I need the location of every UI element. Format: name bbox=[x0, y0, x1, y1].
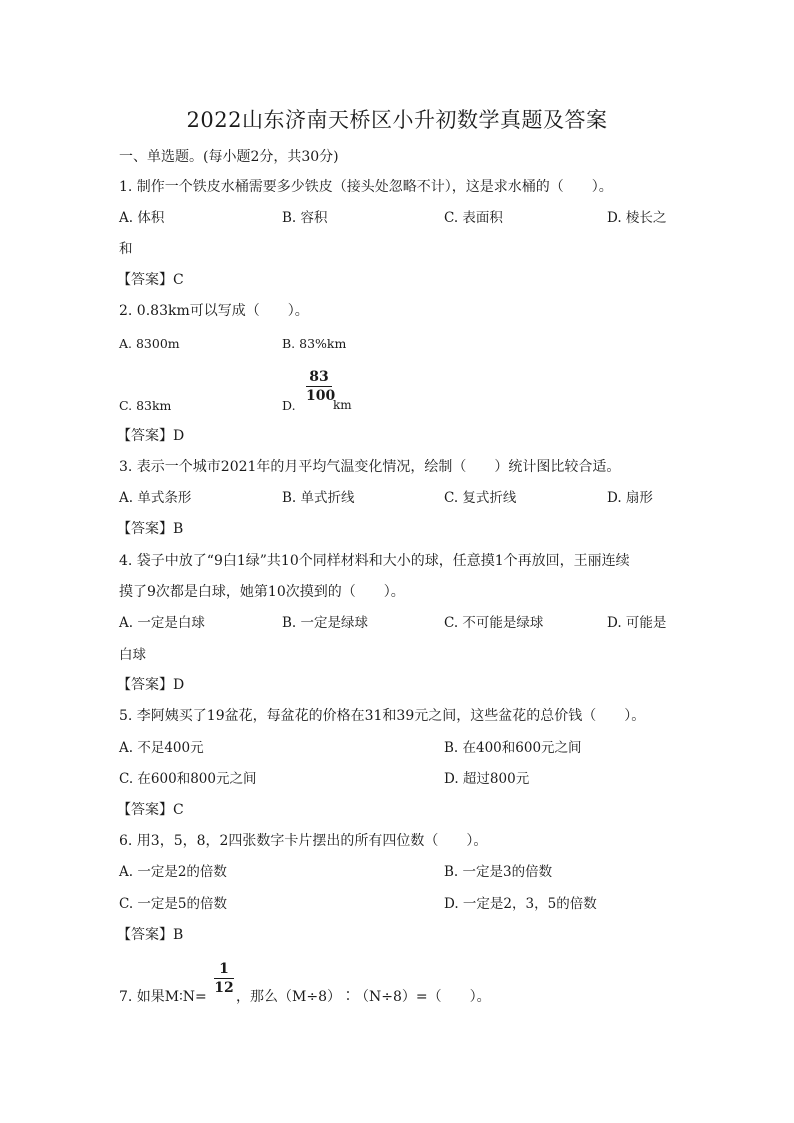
question-4-option-a: A. 一定是白球 bbox=[119, 615, 205, 631]
section-header: 一、单选题。(每小题2分，共30分) bbox=[119, 149, 339, 165]
question-4-option-b: B. 一定是绿球 bbox=[282, 615, 369, 631]
question-2-answer: 【答案】D bbox=[117, 428, 185, 444]
question-2-option-c: C. 83km bbox=[119, 398, 172, 413]
question-2-option-d-label: D. bbox=[282, 398, 296, 413]
question-1-stem: 1. 制作一个铁皮水桶需要多少铁皮（接头处忽略不计），这是求水桶的（ ）。 bbox=[119, 179, 613, 195]
fraction-bar bbox=[214, 978, 234, 979]
question-7-stem-prefix: 7. 如果M∶N= bbox=[119, 989, 207, 1005]
question-6-option-a: A. 一定是2的倍数 bbox=[119, 864, 227, 880]
question-6-option-d: D. 一定是2，3，5的倍数 bbox=[444, 896, 597, 912]
question-7-stem-suffix: ，那么（M÷8）∶（N÷8）=（ ）。 bbox=[236, 989, 491, 1005]
question-3-answer: 【答案】B bbox=[117, 521, 184, 537]
question-1-option-d-continued: 和 bbox=[119, 241, 133, 257]
question-5-option-a: A. 不足400元 bbox=[119, 740, 204, 756]
question-3-option-a: A. 单式条形 bbox=[119, 490, 192, 506]
question-5-stem: 5. 李阿姨买了19盆花，每盆花的价格在31和39元之间，这些盆花的总价钱（ ）。 bbox=[119, 708, 646, 724]
question-7-fraction bbox=[214, 961, 234, 996]
question-4-stem-line-2: 摸了9次都是白球，她第10次摸到的（ ）。 bbox=[119, 584, 405, 600]
question-6-option-b: B. 一定是3的倍数 bbox=[444, 864, 553, 880]
question-5-option-d: D. 超过800元 bbox=[444, 771, 530, 787]
question-1-answer: 【答案】C bbox=[117, 272, 184, 288]
question-3-stem: 3. 表示一个城市2021年的月平均气温变化情况，绘制（ ）统计图比较合适。 bbox=[119, 459, 621, 475]
question-2-option-d-fraction bbox=[306, 369, 336, 404]
document-title: 2022山东济南天桥区小升初数学真题及答案 bbox=[186, 108, 608, 132]
question-2-option-a: A. 8300m bbox=[119, 336, 180, 351]
question-6-answer: 【答案】B bbox=[117, 927, 184, 943]
question-5-answer: 【答案】C bbox=[117, 802, 184, 818]
fraction-denominator: 100 bbox=[306, 388, 336, 404]
question-3-option-c: C. 复式折线 bbox=[444, 490, 517, 506]
question-2-option-d-unit: km bbox=[333, 398, 352, 412]
question-5-option-c: C. 在600和800元之间 bbox=[119, 771, 257, 787]
question-1-option-d: D. 棱长之 bbox=[607, 210, 667, 226]
question-1-option-b: B. 容积 bbox=[282, 210, 328, 226]
question-5-option-b: B. 在400和600元之间 bbox=[444, 740, 582, 756]
question-2-option-b: B. 83%km bbox=[282, 336, 347, 351]
fraction-bar bbox=[306, 386, 332, 387]
question-2-stem: 2. 0.83km可以写成（ ）。 bbox=[119, 303, 309, 319]
question-4-option-d-continued: 白球 bbox=[119, 647, 146, 663]
question-4-answer: 【答案】D bbox=[117, 677, 185, 693]
question-4-stem-line-1: 4. 袋子中放了“9白1绿”共10个同样材料和大小的球，任意摸1个再放回，王丽连续 bbox=[119, 553, 630, 569]
question-4-option-c: C. 不可能是绿球 bbox=[444, 615, 544, 631]
fraction-numerator: 83 bbox=[309, 369, 329, 385]
fraction-denominator: 12 bbox=[214, 980, 234, 996]
question-6-stem: 6. 用3，5，8，2四张数字卡片摆出的所有四位数（ ）。 bbox=[119, 833, 488, 849]
question-4-option-d: D. 可能是 bbox=[607, 615, 667, 631]
question-6-option-c: C. 一定是5的倍数 bbox=[119, 896, 228, 912]
question-3-option-d: D. 扇形 bbox=[607, 490, 653, 506]
question-1-option-c: C. 表面积 bbox=[444, 210, 503, 226]
question-1-option-a: A. 体积 bbox=[119, 210, 165, 226]
fraction-numerator: 1 bbox=[219, 961, 229, 977]
question-3-option-b: B. 单式折线 bbox=[282, 490, 355, 506]
